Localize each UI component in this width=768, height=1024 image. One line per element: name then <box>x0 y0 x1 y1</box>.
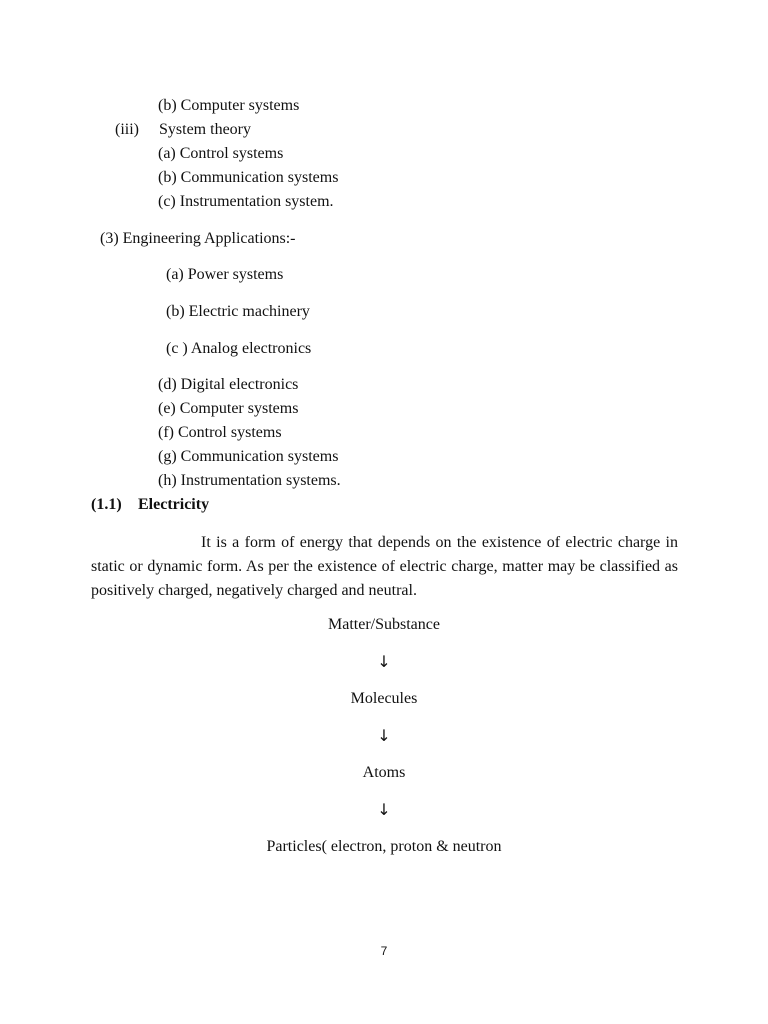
section-paragraph <box>91 531 678 603</box>
engineering-applications-heading: (3) Engineering Applications:- <box>100 230 296 247</box>
eng-app-item: (b) Electric machinery <box>166 303 310 320</box>
flow-step-matter: Matter/Substance <box>328 616 440 633</box>
eng-app-item: (a) Power systems <box>166 266 284 283</box>
list-item-b-communication-systems: (b) Communication systems <box>158 169 339 186</box>
eng-app-item: (f) Control systems <box>158 424 282 441</box>
section-number: (1.1) <box>91 496 122 513</box>
eng-app-item: (g) Communication systems <box>158 448 339 465</box>
paragraph-text: It is a form of energy that depends on the existence of electric charge in static or dynamic form. As per the existence of electric charge, matter may be classified as positively charged, negatively charged and neutral. <box>91 534 678 599</box>
list-item-b-computer-systems: (b) Computer systems <box>158 97 300 114</box>
list-item-a-control-systems: (a) Control systems <box>158 145 284 162</box>
flow-step-atoms: Atoms <box>362 764 406 781</box>
page-number: 7 <box>380 944 388 958</box>
down-arrow-icon: ↓ <box>377 726 391 745</box>
eng-app-item: (c ) Analog electronics <box>166 340 312 357</box>
flow-step-molecules: Molecules <box>350 690 418 707</box>
eng-app-item: (d) Digital electronics <box>158 376 299 393</box>
section-title: Electricity <box>138 496 210 513</box>
down-arrow-icon: ↓ <box>377 800 391 819</box>
eng-app-item: (e) Computer systems <box>158 400 299 417</box>
flow-step-particles: Particles( electron, proton & neutron <box>266 838 502 855</box>
list-number-iii: (iii) <box>115 121 139 138</box>
down-arrow-icon: ↓ <box>377 652 391 671</box>
list-item-c-instrumentation-system: (c) Instrumentation system. <box>158 193 334 210</box>
eng-app-item: (h) Instrumentation systems. <box>158 472 341 489</box>
list-item-system-theory: System theory <box>159 121 251 138</box>
